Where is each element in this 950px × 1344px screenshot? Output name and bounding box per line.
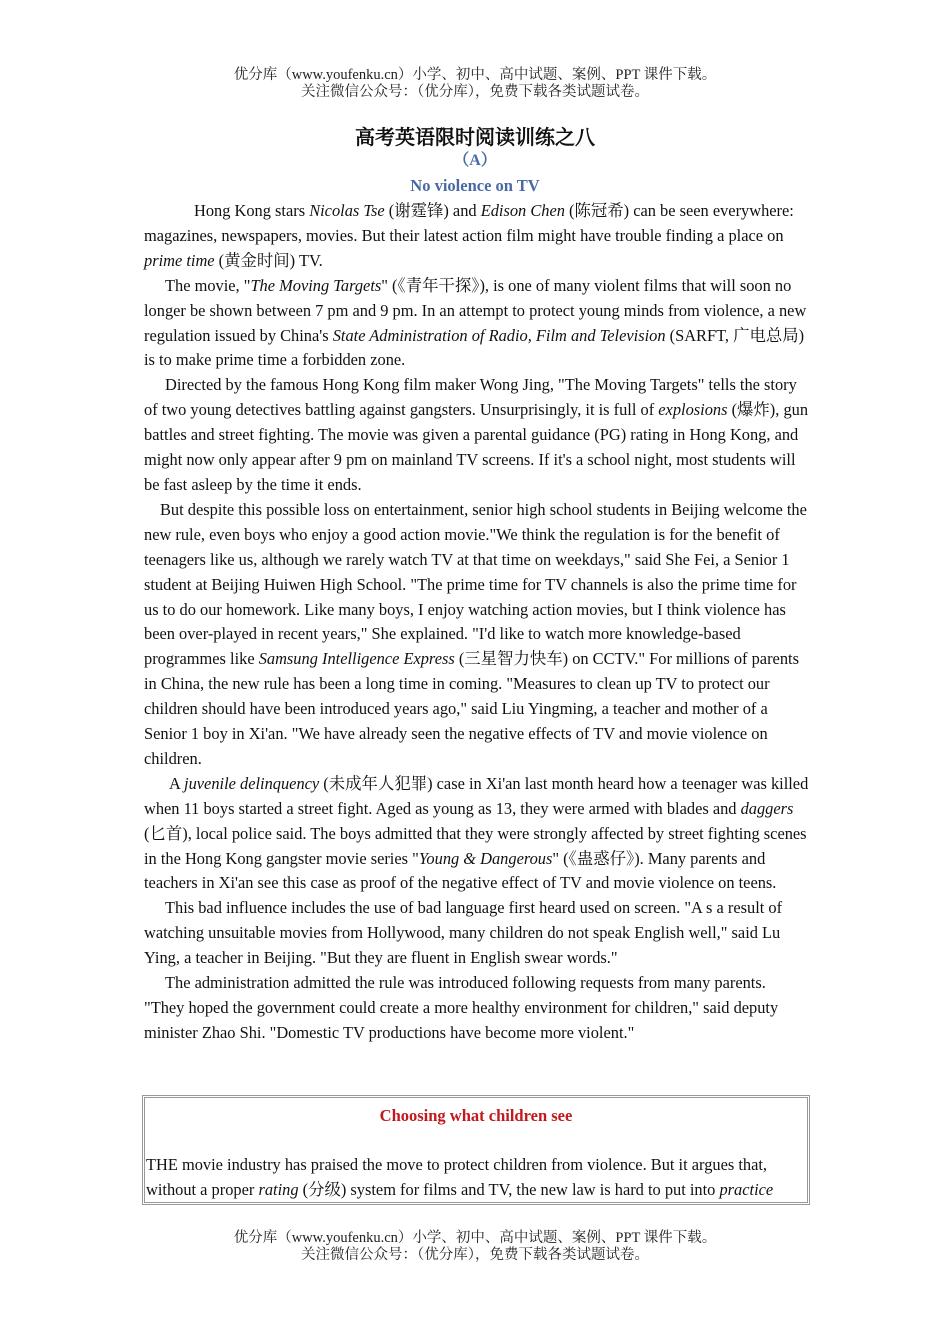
page-header bbox=[0, 67, 950, 101]
italic-term: State Administration of Radio, Film and Television bbox=[332, 325, 666, 345]
text: The administration admitted the rule was introduced following requests from many parents. "They hoped the government could create a more healthy environment for children," said deputy minister Zhao Shi. "Domestic TV productions have become more violent." bbox=[144, 973, 779, 1042]
italic-term: Edison Chen bbox=[480, 201, 565, 220]
document-title: 高考英语限时阅读训练之八 bbox=[355, 125, 595, 149]
text: (分级) system for films and TV, the new law is hard to put into bbox=[298, 1179, 720, 1199]
text: (匕首), local police said. The boys admitted that they were strongly affected by street fighting scenes in the Hong Kong gangster movie series " bbox=[144, 823, 807, 868]
text: But despite this possible loss on entertainment, senior high school students in Beijing welcome the new rule, even boys who enjoy a good action movie."We think the regulation is for the benefit of teenagers like us, although we rarely watch TV at that time on weekdays," said She Fei, a Senior 1 student at Beijing Huiwen High School. "The prime time for TV channels is also the prime time for us to do our homework. Like many boys, I enjoy watching action movies, but I think violence has been over-played in recent years," She explained. "I'd like to watch more knowledge-based programmes like bbox=[144, 499, 807, 669]
text: This bad influence includes the use of bad language first heard used on screen. "A s a result of watching unsuitable movies from Hollywood, many children do not speak English well," said Lu Ying, a teacher in Beijing. "But they are fluent in English swear words." bbox=[144, 898, 783, 968]
box-paragraph bbox=[145, 1153, 807, 1203]
italic-term: practice bbox=[719, 1179, 774, 1199]
text: (陈冠希) can be seen everywhere: magazines, newspapers, movies. But their latest action film might have trouble finding a place on bbox=[144, 201, 794, 245]
paragraph-1 bbox=[144, 199, 809, 274]
footer-line-1: 优分库（www.youfenku.cn）小学、初中、高中试题、案例、PPT 课件下载。 bbox=[233, 1230, 717, 1246]
italic-term: Samsung Intelligence Express bbox=[258, 649, 455, 669]
header-line-2: 关注微信公众号：（优分库），免费下载各类试题试卷。 bbox=[301, 84, 649, 100]
italic-term: Young & Dangerous bbox=[418, 848, 553, 868]
text: Directed by the famous Hong Kong film maker Wong Jing, "The Moving Targets" tells the story of two young detectives battling against gangsters. Unsurprisingly, it is full of bbox=[144, 375, 797, 420]
text: (未成年人犯罪) case in Xi'an last month heard how a teenager was killed when 11 boys started a street fight. Aged as young as 13, they were armed with blades and bbox=[144, 773, 809, 818]
header-line-1: 优分库（www.youfenku.cn）小学、初中、高中试题、案例、PPT 课件下载。 bbox=[233, 67, 717, 83]
text: The movie, " bbox=[165, 275, 251, 295]
paragraph-3 bbox=[144, 373, 809, 498]
paragraph-7 bbox=[144, 971, 809, 1046]
italic-term: Nicolas Tse bbox=[309, 201, 385, 220]
text: THE movie industry has praised the move to protect children from violence. But it argues that, without a proper bbox=[146, 1155, 768, 1199]
italic-term: The Moving Targets bbox=[250, 275, 382, 295]
paragraph-4 bbox=[144, 498, 809, 772]
text: " (《蛊惑仔》). Many parents and teachers in Xi'an see this case as proof of the negative effect of TV and movie violence on teens. bbox=[144, 848, 777, 893]
text: A bbox=[169, 773, 185, 793]
box-title: Choosing what children see bbox=[379, 1106, 573, 1125]
italic-term: prime time bbox=[144, 250, 215, 270]
italic-term: juvenile delinquency bbox=[184, 773, 320, 793]
paragraph-6 bbox=[144, 896, 809, 971]
text: (爆炸), gun battles and street fighting. The movie was given a parental guidance (PG) rating in Hong Kong, and might now only appear after 9 pm on mainland TV screens. If it's a school night, most students will be fast asleep by the time it ends. bbox=[144, 400, 809, 494]
text: (三星智力快车) on CCTV." For millions of parents in China, the new rule has been a long time in coming. "Measures to clean up TV to protect our children should have been introduced years ago," said Liu Yingming, a teacher and mother of a Senior 1 boy in Xi'an. "We have already seen the negative effects of TV and movie violence on children. bbox=[144, 649, 799, 768]
text: Hong Kong stars bbox=[194, 201, 310, 220]
footer-line-2: 关注微信公众号：（优分库），免费下载各类试题试卷。 bbox=[301, 1247, 649, 1263]
article-body bbox=[144, 199, 809, 1046]
text: (黄金时间) TV. bbox=[214, 250, 323, 270]
text: " (《青年干探》), is one of many violent films that will soon no longer be shown between 7 pm and 9 pm. In an attempt to protect young minds from violence, a new regulation issued by China's bbox=[144, 275, 807, 345]
italic-term: daggers bbox=[740, 798, 794, 818]
paragraph-2 bbox=[144, 274, 809, 374]
sidebar-box bbox=[142, 1095, 810, 1205]
text: (SARFT, 广电总局) is to make prime time a forbidden zone. bbox=[144, 325, 805, 370]
section-label: （A） bbox=[453, 152, 497, 169]
paragraph-5 bbox=[144, 772, 809, 897]
italic-term: rating bbox=[258, 1179, 299, 1199]
article-title: No violence on TV bbox=[410, 176, 540, 195]
italic-term: explosions bbox=[658, 400, 728, 420]
text: (谢霆锋) and bbox=[384, 201, 481, 220]
page-footer bbox=[0, 1230, 950, 1264]
